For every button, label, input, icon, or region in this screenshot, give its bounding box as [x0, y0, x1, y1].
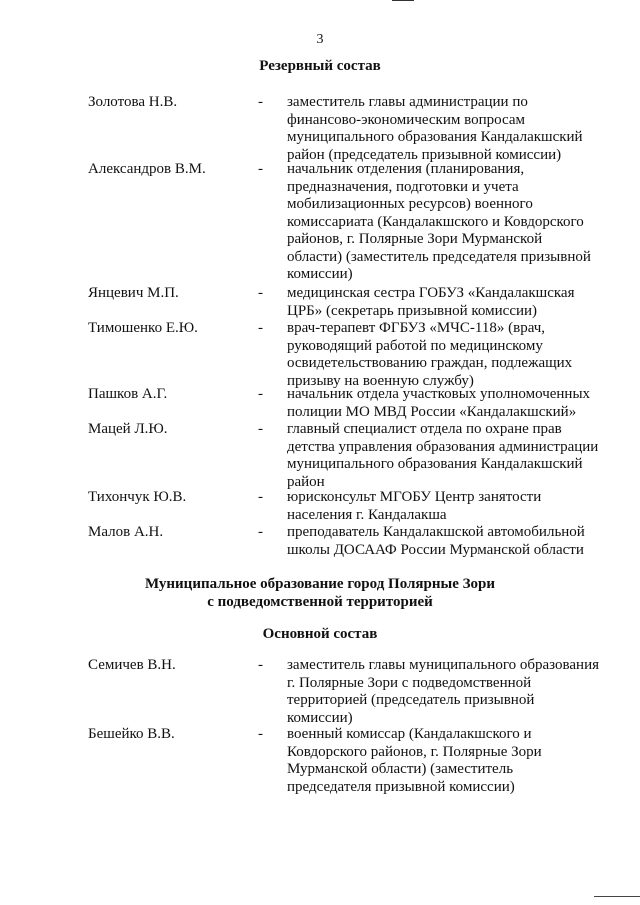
municipality-heading-line: Муниципальное образование город Полярные Зори	[144, 576, 496, 592]
role-line: медицинская сестра ГОБУЗ «Кандалакшская	[287, 285, 575, 301]
member-name: Пашков А.Г.	[88, 386, 168, 402]
municipality-heading	[0, 575, 640, 611]
role-line: юрисконсульт МГОБУ Центр занятости	[287, 489, 542, 505]
member-name: Александров В.М.	[88, 161, 206, 177]
role-line: школы ДОСААФ России Мурманской области	[287, 541, 584, 558]
role-line: мобилизационных ресурсов) военного	[287, 196, 533, 212]
member-role	[287, 421, 609, 491]
role-line: финансово-экономическим вопросам	[287, 111, 525, 128]
member-name: Янцевич М.П.	[88, 285, 179, 301]
member-role	[287, 94, 609, 164]
dash: -	[258, 320, 263, 336]
reserve-heading: Резервный состав	[259, 58, 381, 74]
role-line: районов, г. Полярные Зори Мурманской	[287, 231, 543, 247]
member-name: Малов А.Н.	[88, 524, 164, 540]
member-role	[287, 726, 609, 796]
role-line: главный специалист отдела по охране прав	[287, 421, 562, 437]
dash: -	[258, 94, 263, 110]
role-line: военный комиссар (Кандалакшского и	[287, 726, 532, 742]
role-line: освидетельствованию граждан, подлежащих	[287, 355, 573, 371]
role-line: врач-терапевт ФГБУЗ «МЧС-118» (врач,	[287, 320, 546, 336]
role-line: Мурманской области) (заместитель	[287, 761, 514, 777]
role-line: район	[287, 473, 325, 490]
role-line: заместитель главы муниципального образования	[287, 657, 600, 673]
member-name: Бешейко В.В.	[88, 726, 175, 742]
role-line: области) (заместитель председателя призывной	[287, 248, 591, 265]
member-role	[287, 161, 609, 284]
dash: -	[258, 726, 263, 742]
dash: -	[258, 657, 263, 673]
role-line: территорией (председатель призывной	[287, 692, 535, 708]
member-name: Тимошенко Е.Ю.	[88, 320, 198, 336]
role-line: комиссии)	[287, 266, 353, 282]
member-role	[287, 524, 609, 559]
dash: -	[258, 524, 263, 540]
role-line: детства управления образования администрации	[287, 438, 599, 455]
dash: -	[258, 421, 263, 437]
role-line: муниципального образования Кандалакшский	[287, 456, 583, 472]
role-line: комиссии)	[287, 709, 353, 726]
municipality-heading-line: с подведомственной территорией	[207, 594, 433, 610]
bottom-scan-mark	[594, 896, 640, 897]
role-line: начальник отделения (планирования,	[287, 161, 525, 177]
member-name: Семичев В.Н.	[88, 657, 176, 673]
dash: -	[258, 285, 263, 301]
role-line: комиссариата (Кандалакшского и Ковдорского	[287, 213, 584, 230]
dash: -	[258, 489, 263, 505]
role-line: призыву на военную службу)	[287, 372, 474, 389]
role-line: начальник отдела участковых уполномоченных	[287, 386, 591, 402]
role-line: ЦРБ» (секретарь призывной комиссии)	[287, 302, 538, 319]
top-scan-mark	[392, 0, 414, 1]
role-line: г. Полярные Зори с подведомственной	[287, 674, 532, 691]
role-line: руководящий работой по медицинскому	[287, 337, 543, 354]
member-role	[287, 320, 609, 390]
dash: -	[258, 386, 263, 402]
member-name: Мацей Л.Ю.	[88, 421, 168, 437]
role-line: Ковдорского районов, г. Полярные Зори	[287, 743, 542, 760]
member-name: Тихончук Ю.В.	[88, 489, 187, 505]
dash: -	[258, 161, 263, 177]
role-line: полиции МО МВД России «Кандалакшский»	[287, 403, 577, 420]
role-line: предназначения, подготовки и учета	[287, 178, 519, 195]
role-line: муниципального образования Кандалакшский	[287, 129, 583, 145]
member-role	[287, 657, 609, 727]
role-line: преподаватель Кандалакшской автомобильной	[287, 524, 585, 540]
member-role	[287, 386, 609, 421]
member-name: Золотова Н.В.	[88, 94, 178, 110]
page-number: 3	[316, 32, 324, 47]
role-line: председателя призывной комиссии)	[287, 778, 515, 795]
role-line: населения г. Кандалакша	[287, 506, 447, 523]
role-line: район (председатель призывной комиссии)	[287, 146, 562, 163]
member-role	[287, 489, 609, 524]
main-heading: Основной состав	[262, 626, 378, 642]
member-role	[287, 285, 609, 320]
role-line: заместитель главы администрации по	[287, 94, 528, 110]
